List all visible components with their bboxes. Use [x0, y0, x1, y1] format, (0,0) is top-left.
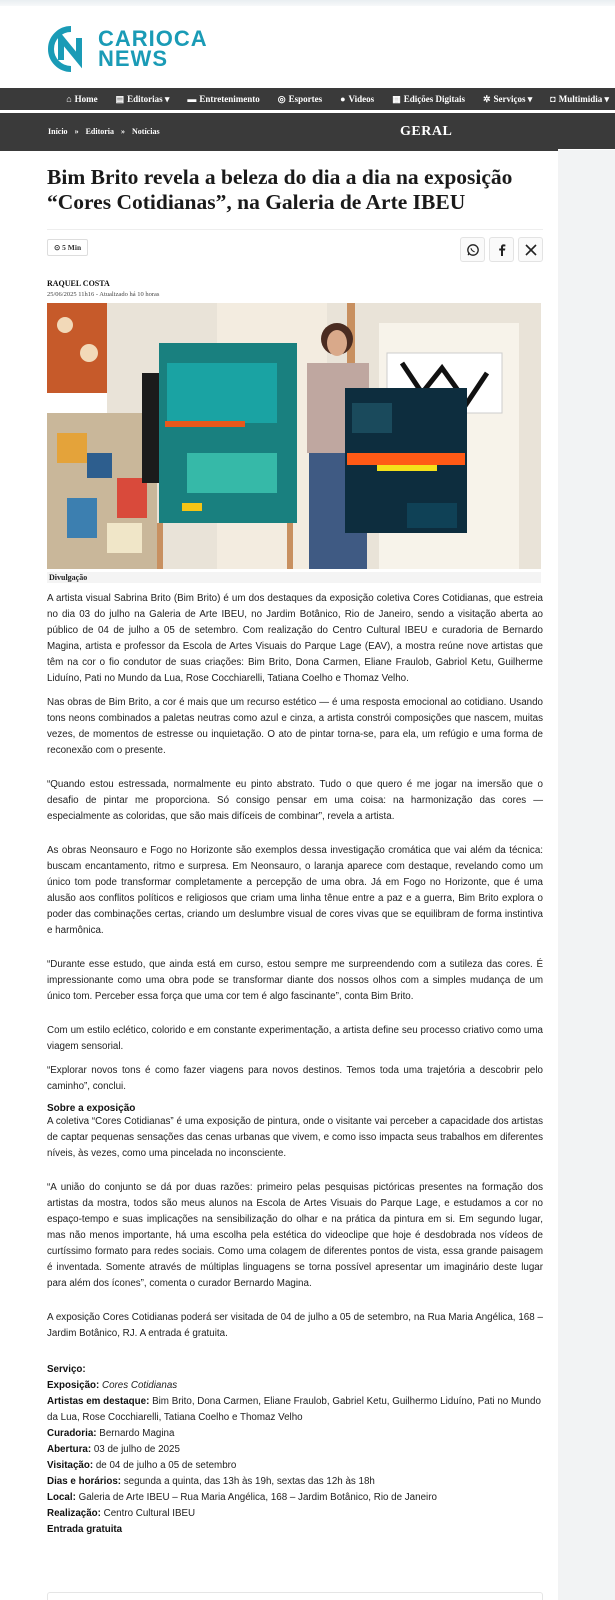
service-key: Artistas em destaque:: [47, 1396, 150, 1407]
nav-edicoes-label: Edições Digitais: [403, 94, 465, 104]
header: [0, 6, 615, 88]
breadcrumb: [48, 127, 160, 136]
camera-icon: ◘: [550, 94, 556, 104]
service-row: [47, 1394, 543, 1426]
facebook-icon: [495, 243, 509, 257]
share-buttons: [456, 237, 543, 262]
nav-home[interactable]: [66, 94, 97, 104]
service-box: [47, 1362, 543, 1538]
article-paragraph: Nas obras de Bim Brito, a cor é mais que um recurso estético — é uma resposta emocional ao cotidiano. Usando tons neons combinados a paletas neutras como azul e cinza, a artista constrói composições que nascem, muitas vezes, de momentos de estresse ou inquietação. O ato de pintar torna-se, para ela, um refúgio e uma forma de reconexão com o presente.: [47, 697, 543, 756]
home-icon: ⌂: [66, 94, 72, 104]
breadcrumb-separator: »: [74, 127, 79, 136]
service-row: [47, 1458, 543, 1474]
service-row: [47, 1506, 543, 1522]
service-key: Exposição:: [47, 1380, 100, 1391]
x-icon: [524, 243, 538, 257]
service-row: [47, 1474, 543, 1490]
service-value: Centro Cultural IBEU: [103, 1508, 196, 1519]
photo-caption: Divulgação: [47, 572, 541, 583]
book-icon: ▤: [115, 93, 125, 104]
breadcrumb-separator: »: [121, 127, 126, 136]
nav-esportes-label: Esportes: [288, 94, 323, 104]
service-key: Curadoria:: [47, 1428, 97, 1439]
service-value: Bim Brito, Dona Carmen, Eliane Fraulob, Gabriel Ketu, Guilhermo Liduíno, Pati no Mundo da Lua, Rose Cocchiarelli, Tatiana Coelho e Thomaz Velho: [47, 1396, 541, 1423]
article-paragraph: “Explorar novos tons é como fazer viagens para novos destinos. Temos toda uma trajetória a descobrir pelo caminho”, conclui.: [47, 1065, 543, 1092]
nav-editorias-label: Editorias ▾: [127, 93, 170, 104]
article-paragraph: A coletiva “Cores Cotidianas” é uma exposição de pintura, onde o visitante vai perceber a capacidade dos artistas de captar pequenas sensações das cenas urbanas que vivem, e como isso impacta seus trabalhos em diferentes níveis, às vezes, como uma pincelada no inconsciente.: [47, 1116, 543, 1159]
whatsapp-share-button[interactable]: [460, 237, 485, 262]
publish-date: 25/06/2025 11h16 - Atualizado há 10 horas: [47, 291, 160, 298]
article: [47, 165, 543, 1538]
nav-multimidia[interactable]: [550, 94, 609, 105]
logo-text-line2: NEWS: [98, 46, 168, 71]
section-bar: [0, 113, 558, 151]
breadcrumb-editoria[interactable]: Editoria: [85, 127, 115, 136]
service-key: Realização:: [47, 1508, 101, 1519]
sidebar-background: [558, 150, 615, 1600]
facebook-share-button[interactable]: [489, 237, 514, 262]
nav-editorias[interactable]: [116, 94, 170, 105]
section-bar-tail: [558, 113, 615, 149]
x-share-button[interactable]: [518, 237, 543, 262]
service-row: [47, 1442, 543, 1458]
read-time-label: 5 Min: [62, 243, 82, 252]
article-paragraph: A artista visual Sabrina Brito (Bim Brito) é um dos destaques da exposição coletiva Cores Cotidianas, que estreia no dia 03 do julho na Galeria de Arte IBEU, no Jardim Botânico, Rio de Janeiro, sendo a visitação aberta ao público de 04 de julho a 05 de setembro. Com realização do Centro Cultural IBEU e curadoria de Bernardo Magina, artista e professor da Escola de Artes Visuais do Parque Lage (EAV), a mostra reúne nove artistas que têm na cor o fio condutor de suas criações: Bim Brito, Dona Carmen, Eliane Fraulob, Gabriol Ketu, Guilherme Liduíno, Pati no Mundo da Lua, Rose Cocchiarelli, Tatiana Coelho e Thomaz Velho.: [47, 593, 543, 684]
service-value: segunda a quinta, das 13h às 19h, sextas das 12h às 18h: [123, 1476, 375, 1487]
service-value: Bernardo Magina: [99, 1428, 175, 1439]
nav-entretenimento[interactable]: [187, 94, 259, 104]
nav-esportes[interactable]: [278, 94, 322, 105]
logo-text-line1: CARIOCA: [98, 26, 208, 51]
next-section-box: [47, 1592, 543, 1600]
article-paragraph: A exposição Cores Cotidianas poderá ser visitada de 04 de julho a 05 de setembro, na Rua Maria Angélica, 168 – Jardim Botânico, RJ. A entrada é gratuita.: [47, 1312, 543, 1339]
file-icon: ▦: [392, 93, 401, 104]
service-row: [47, 1490, 543, 1506]
service-footer: Entrada gratuita: [47, 1524, 123, 1535]
section-title: GERAL: [400, 124, 453, 139]
play-icon: ●: [340, 94, 346, 104]
nav-servicos[interactable]: [483, 94, 532, 105]
article-paragraph: Com um estilo eclético, colorido e em constante experimentação, a artista define seu processo criativo como uma viagem sensorial.: [47, 1025, 543, 1052]
service-key: Dias e horários:: [47, 1476, 122, 1487]
nav-servicos-label: Serviços ▾: [493, 93, 533, 104]
breadcrumb-noticias[interactable]: Notícias: [132, 127, 160, 136]
article-body: [47, 591, 543, 1538]
service-row: [47, 1378, 543, 1394]
read-time-badge: [47, 239, 88, 256]
article-paragraph: As obras Neonsauro e Fogo no Horizonte são exemplos dessa investigação cromática que vai além da técnica: buscam encantamento, ritmo e surpresa. Em Neonsauro, o laranja aparece com destaque, revelando como um único tom pode transformar completamente a percepção de uma obra. Já em Fogo no Horizonte, que é uma alusão aos conflitos políticos e religiosos que criam uma linha tênue entre a paz e a guerra, Bim Brito explora o poder das combinações certas, criando um deslumbre visual de cores vivas que se equilibram de forma instintiva e harmônica.: [47, 845, 543, 936]
service-value: 03 de julho de 2025: [93, 1444, 180, 1455]
article-photo: [47, 303, 541, 569]
article-paragraph: “Quando estou estressada, normalmente eu pinto abstrato. Tudo o que quero é me jogar na imersão que o desafio de pintar me proporciona. Só consigo pensar em uma coisa: na harmonização das cores — especialmente as coloridas, que são mais difíceis de combinar”, revela a artista.: [47, 779, 543, 822]
main-nav: [0, 88, 615, 110]
service-row: [47, 1426, 543, 1442]
film-icon: ▬: [187, 94, 197, 104]
nav-videos[interactable]: [340, 94, 374, 104]
site-logo[interactable]: [48, 26, 208, 72]
article-title: Bim Brito revela a beleza do dia a dia na exposição “Cores Cotidianas”, na Galeria de Arte IBEU: [47, 165, 513, 214]
clock-icon: ⊙: [54, 243, 61, 252]
nav-home-label: Home: [74, 94, 98, 104]
ball-icon: ◎: [277, 93, 286, 104]
service-value: Cores Cotidianas: [102, 1380, 178, 1391]
logo-n-icon: [48, 26, 94, 72]
article-meta-row: [47, 229, 543, 267]
nav-multimidia-label: Multimidia ▾: [558, 93, 609, 104]
nav-entretenimento-label: Entretenimento: [199, 94, 260, 104]
service-heading: Serviço:: [47, 1364, 86, 1375]
service-key: Local:: [47, 1492, 76, 1503]
breadcrumb-home[interactable]: Início: [48, 127, 68, 136]
author-name[interactable]: RAQUEL COSTA: [47, 279, 110, 288]
section-subheading: Sobre a exposição: [47, 1103, 136, 1114]
service-value: de 04 de julho a 05 de setembro: [95, 1460, 237, 1471]
gear-icon: ✲: [482, 93, 491, 104]
service-key: Abertura:: [47, 1444, 92, 1455]
service-key: Visitação:: [47, 1460, 94, 1471]
nav-videos-label: Videos: [348, 94, 375, 104]
service-value: Galeria de Arte IBEU – Rua Maria Angélica, 168 – Jardim Botânico, Rio de Janeiro: [78, 1492, 437, 1503]
whatsapp-icon: [466, 243, 480, 257]
article-paragraph: “Durante esse estudo, que ainda está em curso, estou sempre me surpreendendo com a sutileza das cores. É impressionante como uma obra pode se transformar diante dos nossos olhos com a simples mudança de um único tom. Perceber essa força que uma cor tem é algo fascinante”, conta Bim Brito.: [47, 959, 543, 1002]
article-paragraph: “A união do conjunto se dá por duas razões: primeiro pelas pesquisas pictóricas presentes na formação dos artistas da mostra, todos são meus alunos na Escola de Artes Visuais do Parque Lage, e estudamos a cor no espaço-tempo e suas implicações na sensibilização do olhar e na prática da pintura em si. Em segundo lugar, mas não menos importante, há uma escolha pela estética do videoclipe que hoje é desdobrada nos vídeos de curtíssimo formato para redes sociais. Como uma colagem de diferentes pontos de vista, essa grande paisagem é inventada. Somente através de múltiplas linguagens se torna possível apresentar um imaginário deste lugar para além dos ícones”, comenta o curador Bernardo Magina.: [47, 1182, 543, 1289]
nav-edicoes-digitais[interactable]: [392, 94, 465, 105]
